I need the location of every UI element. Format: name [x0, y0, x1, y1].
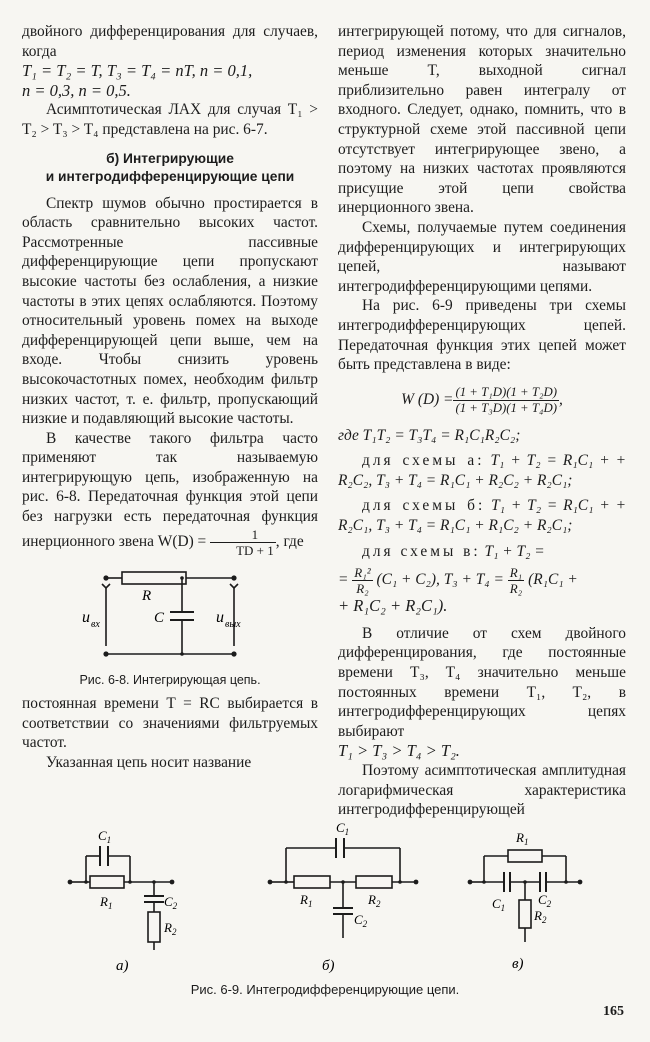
- right-column: [338, 22, 626, 820]
- paragraph: Поэтому асимптотическая амплитудная логарифмическая характеристика интегродифференцирующей: [338, 762, 626, 819]
- formula: (R₁C₁ +: [528, 571, 578, 589]
- formula: T₁ + T₂ = R₁C₁ + + R₂C₂, T₃ + T₄ = R₁C₁ + R₂C₂ + R₂C₁;: [338, 452, 626, 489]
- formula: T₁ + T₂ =: [484, 542, 545, 560]
- paragraph-text: , где: [275, 532, 304, 550]
- fraction: [210, 527, 276, 558]
- heading-line-2: и интегродифференцирующие цепи: [45, 168, 295, 184]
- scheme-v-formula-cont: [338, 565, 626, 596]
- formula-tail: ,: [558, 391, 563, 409]
- formula: T₁ + T₂ = R₁C₁ + + R₂C₁, T₃ + T₄ = R₁C₁ + R₁C₂ + R₂C₁;: [338, 497, 626, 535]
- fraction: [453, 385, 559, 416]
- paragraph: [22, 429, 318, 558]
- label-u-out: u: [216, 608, 224, 626]
- paragraph: Указанная цепь носит название: [46, 754, 252, 772]
- paragraph: двойного дифференцирования для случаев, когда: [22, 23, 318, 60]
- paragraph: постоянная времени T = RC выбирается в соответствии со значениями фильтруемых частот.: [22, 695, 318, 752]
- fraction-numerator: R₁²: [354, 565, 371, 581]
- fraction-denominator: R₂: [509, 581, 523, 597]
- figure-caption: Рис. 6-8. Интегрирующая цепь.: [79, 673, 261, 688]
- figure-6-8-integrating-circuit: [22, 566, 318, 666]
- label-a: а): [116, 958, 129, 974]
- scheme-label: для схемы б:: [362, 497, 486, 515]
- formula: где T₁T₂ = T₃T₄ = R₁C₁R₂C₂;: [338, 426, 521, 444]
- label-R1: $R_1$: [516, 830, 529, 847]
- paragraph-text: В качестве такого фильтра часто применяют так называемую интегрирующую цепь, изображенную на рис. 6-8. Передаточная функция этой цепи без нагрузки есть передаточная функция инерционного звена W(D) =: [22, 429, 318, 550]
- fraction-denominator: (1 + T₃D)(1 + T₄D): [455, 400, 557, 415]
- paragraph: На рис. 6-9 приведены три схемы интегродифференцирующих цепей. Передаточная функция этих цепей может быть представлена в виде:: [338, 297, 626, 374]
- formula: T₁ = T₂ = T, T₃ = T₄ = nT, n = 0,1,: [22, 61, 253, 81]
- label-C2: $C_2$: [354, 912, 368, 929]
- label-R1: $R_1$: [100, 894, 113, 911]
- fraction-numerator: (1 + T₁D)(1 + T₂D): [455, 384, 557, 399]
- formula-lhs: W (D) =: [401, 391, 454, 409]
- formula: =: [338, 571, 349, 589]
- paragraph: Схемы, получаемые путем соединения дифференцирующих и интегрирующих цепей, называют интегродифференцирующими цепями.: [338, 218, 626, 295]
- label-C1: $C_1$: [492, 896, 506, 913]
- paragraph: Спектр шумов обычно простирается в область сравнительно высоких частот. Рассмотренные пассивные дифференцирующие цепи пропускают высокие частоты без ослабления, а низкие частоты в этих цепях ослабляются. Поэтому относительный уровень помех на выходе дифференцирующей цепи выше, чем на входе. Чтобы снизить уровень высокочастотных помех, необходим фильтр низких частот, т. е. фильтр, пропускающий низкие и подавляющий высокие частоты.: [22, 194, 318, 428]
- fraction: [352, 565, 372, 596]
- fraction-numerator: 1: [210, 527, 276, 543]
- fraction-numerator: R₁: [509, 565, 523, 581]
- figure-caption: Рис. 6-9. Интегродифференцирующие цепи.: [190, 982, 460, 997]
- heading-line-1: б) Интегрирующие: [106, 150, 234, 166]
- label-R: R: [142, 587, 152, 604]
- label-C2: $C_2$: [164, 894, 178, 911]
- label-v: в): [512, 956, 524, 972]
- paragraph: Асимптотическая ЛАХ для случая T₁ > T₂ > T₃ > T₄ представлена на рис. 6-7.: [22, 101, 318, 138]
- formula: + R₁C₂ + R₂C₁).: [338, 596, 448, 616]
- scheme-a-formula: [338, 451, 626, 490]
- circuit-v: [468, 830, 583, 972]
- label-R2: $R_2$: [368, 892, 381, 909]
- scheme-b-formula: [338, 496, 626, 535]
- scheme-label: для схемы а:: [362, 452, 485, 470]
- transfer-function: [338, 385, 626, 416]
- fraction: [508, 565, 524, 596]
- scheme-v-formula: [338, 542, 626, 562]
- scheme-label: для схемы в:: [362, 542, 481, 560]
- label-C: C: [154, 609, 165, 626]
- label-u-in: u: [82, 608, 90, 626]
- label-u-out-sub: вых: [225, 618, 241, 630]
- label-C1: $C_1$: [98, 828, 112, 845]
- paragraph: В отличие от схем двойного дифференцирования, где постоянные времени T₃, T₄ значительно меньше постоянных времени T₁, T₂, в интегродифференцирующих цепях выбирают: [338, 624, 626, 740]
- label-b: б): [322, 958, 335, 974]
- label-R2: $R_2$: [164, 920, 177, 937]
- label-R1: $R_1$: [300, 892, 313, 909]
- circuit-a: [68, 828, 178, 974]
- label-C2: $C_2$: [538, 892, 552, 909]
- page-number: 165: [603, 1004, 624, 1019]
- formula: n = 0,3, n = 0,5.: [22, 80, 131, 100]
- circuit-b: [268, 820, 419, 974]
- resistor-R: [122, 572, 186, 584]
- fraction-denominator: R₂: [356, 581, 369, 597]
- paragraph: интегрирующей потому, что для сигналов, период изменения которых значительно меньше T, выходной сигнал приблизительно равен интегралу от входного. Следует, однако, помнить, что в структурной схеме этой пассивной цепи отсутствует интегрирующее звено, а поэтому на низких частотах проявляются присущие этой цепи свойства инерционного звена.: [338, 23, 626, 217]
- label-u-in-sub: вх: [91, 618, 100, 630]
- label-R2: $R_2$: [534, 908, 547, 925]
- figure-6-9-circuits: [60, 820, 600, 980]
- section-heading: [22, 150, 318, 186]
- label-C1: $C_1$: [336, 820, 350, 837]
- formula: (C₁ + C₂), T₃ + T₄ =: [376, 571, 504, 589]
- formula: T₁ > T₃ > T₄ > T₂.: [338, 741, 460, 761]
- left-column: [22, 22, 318, 773]
- fraction-denominator: TD + 1: [236, 542, 274, 558]
